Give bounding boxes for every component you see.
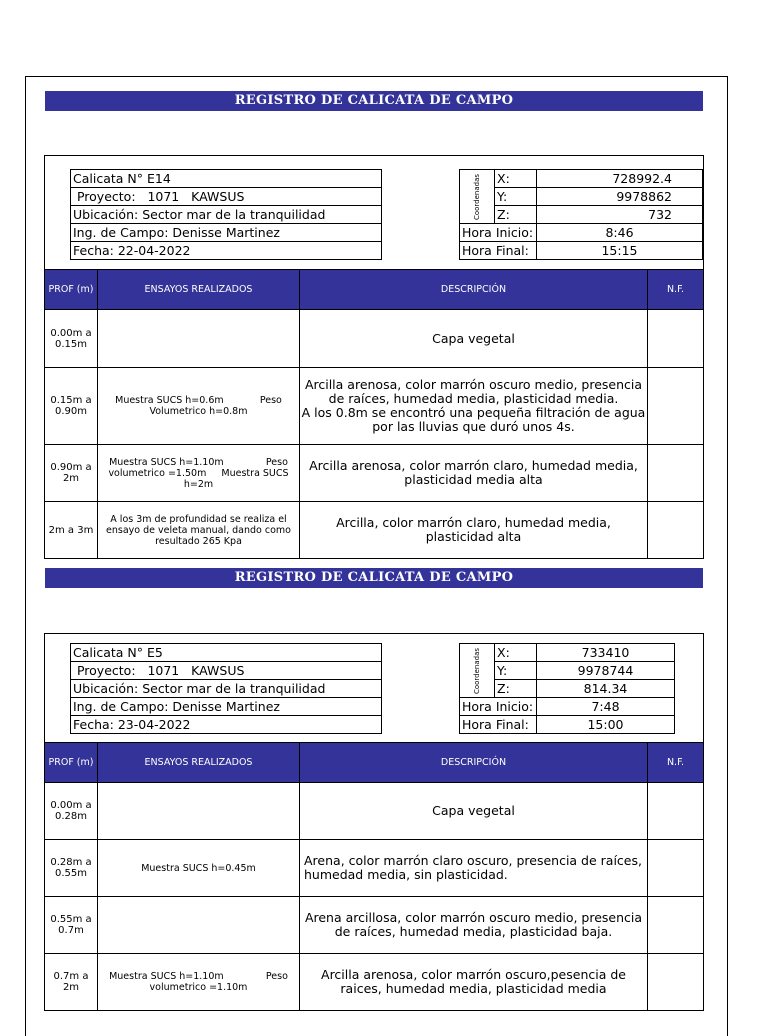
project-info-table bbox=[70, 169, 382, 260]
z-label: Z: bbox=[495, 206, 537, 224]
start-time-value: 7:48 bbox=[537, 698, 675, 716]
water-table-cell bbox=[648, 783, 704, 840]
description-cell: Arcilla arenosa, color marrón oscuro,pesencia de raices, humedad media, plasticidad media bbox=[300, 954, 648, 1011]
tests-cell bbox=[98, 783, 300, 840]
field-engineer: Ing. de Campo: Denisse Martinez bbox=[71, 698, 382, 716]
calicata-number: Calicata N° E5 bbox=[71, 644, 382, 662]
y-label: Y: bbox=[495, 188, 537, 206]
water-table-cell bbox=[648, 502, 704, 559]
x-label: X: bbox=[495, 170, 537, 188]
x-label: X: bbox=[495, 644, 537, 662]
z-value: 732 bbox=[537, 206, 703, 224]
soil-log-table bbox=[44, 269, 758, 559]
date: Fecha: 23-04-2022 bbox=[71, 716, 382, 734]
end-time-label: Hora Final: bbox=[460, 716, 537, 734]
field-engineer: Ing. de Campo: Denisse Martinez bbox=[71, 224, 382, 242]
end-time-label: Hora Final: bbox=[460, 242, 537, 260]
water-table-cell bbox=[648, 368, 704, 445]
location: Ubicación: Sector mar de la tranquilidad bbox=[71, 680, 382, 698]
record-banner: REGISTRO DE CALICATA DE CAMPO bbox=[45, 91, 703, 111]
tests-cell: Muestra SUCS h=0.6m Peso Volumetrico h=0.8m bbox=[98, 368, 300, 445]
header-descripcion: DESCRIPCIÓN bbox=[300, 743, 648, 783]
depth-cell: 0.28m a 0.55m bbox=[45, 840, 98, 897]
x-value: 733410 bbox=[537, 644, 675, 662]
z-label: Z: bbox=[495, 680, 537, 698]
water-table-cell bbox=[648, 840, 704, 897]
coordinates-table bbox=[459, 169, 703, 260]
description-cell: Capa vegetal bbox=[300, 310, 648, 368]
date: Fecha: 22-04-2022 bbox=[71, 242, 382, 260]
depth-cell: 2m a 3m bbox=[45, 502, 98, 559]
depth-cell: 0.55m a 0.7m bbox=[45, 897, 98, 954]
y-value: 9978744 bbox=[537, 662, 675, 680]
depth-cell: 0.7m a 2m bbox=[45, 954, 98, 1011]
table-row bbox=[45, 840, 704, 897]
table-row bbox=[45, 954, 704, 1011]
description-cell: Arcilla, color marrón claro, humedad media, plasticidad alta bbox=[300, 502, 648, 559]
coordinates-vertical-label: Coordenadas bbox=[460, 170, 495, 224]
header-prof: PROF (m) bbox=[45, 743, 98, 783]
table-row bbox=[45, 897, 704, 954]
tests-cell: A los 3m de profundidad se realiza el ensayo de veleta manual, dando como resultado 265 Kpa bbox=[98, 502, 300, 559]
depth-cell: 0.00m a 0.28m bbox=[45, 783, 98, 840]
z-value: 814.34 bbox=[537, 680, 675, 698]
end-time-value: 15:00 bbox=[537, 716, 675, 734]
header-nf: N.F. bbox=[648, 270, 704, 310]
location: Ubicación: Sector mar de la tranquilidad bbox=[71, 206, 382, 224]
x-value: 728992.4 bbox=[537, 170, 703, 188]
soil-log-table bbox=[44, 742, 704, 1011]
description-cell: Arcilla arenosa, color marrón oscuro medio, presencia de raíces, humedad media, plasticidad media. A los 0.8m se encontró una pequeña filtración de agua por las lluvias que duró unos 4s. bbox=[300, 368, 648, 445]
tests-cell: Muestra SUCS h=1.10m Peso volumetrico =1.50m Muestra SUCS h=2m bbox=[98, 445, 300, 502]
description-cell: Arena arcillosa, color marrón oscuro medio, presencia de raíces, humedad media, plasticidad baja. bbox=[300, 897, 648, 954]
depth-cell: 0.00m a 0.15m bbox=[45, 310, 98, 368]
table-row bbox=[45, 310, 704, 368]
start-time-label: Hora Inicio: bbox=[460, 698, 537, 716]
tests-cell bbox=[98, 897, 300, 954]
table-row bbox=[45, 783, 704, 840]
calicata-number: Calicata N° E14 bbox=[71, 170, 382, 188]
description-cell: Arena, color marrón claro oscuro, presencia de raíces, humedad media, sin plasticidad. bbox=[300, 840, 648, 897]
depth-cell: 0.15m a 0.90m bbox=[45, 368, 98, 445]
tests-cell: Muestra SUCS h=1.10m Peso volumetrico =1.10m bbox=[98, 954, 300, 1011]
start-time-value: 8:46 bbox=[537, 224, 703, 242]
description-cell: Capa vegetal bbox=[300, 783, 648, 840]
header-nf: N.F. bbox=[648, 743, 704, 783]
water-table-cell bbox=[648, 897, 704, 954]
project-name: Proyecto: 1071 KAWSUS bbox=[71, 188, 382, 206]
record-banner: REGISTRO DE CALICATA DE CAMPO bbox=[45, 568, 703, 588]
header-ensayos: ENSAYOS REALIZADOS bbox=[98, 743, 300, 783]
table-row bbox=[45, 445, 704, 502]
header-prof: PROF (m) bbox=[45, 270, 98, 310]
project-info-table bbox=[70, 643, 382, 734]
coordinates-vertical-label: Coordenadas bbox=[460, 644, 495, 698]
depth-cell: 0.90m a 2m bbox=[45, 445, 98, 502]
start-time-label: Hora Inicio: bbox=[460, 224, 537, 242]
tests-cell: Muestra SUCS h=0.45m bbox=[98, 840, 300, 897]
water-table-cell bbox=[648, 954, 704, 1011]
table-row bbox=[45, 368, 704, 445]
y-value: 9978862 bbox=[537, 188, 703, 206]
water-table-cell bbox=[648, 310, 704, 368]
header-descripcion: DESCRIPCIÓN bbox=[300, 270, 648, 310]
description-cell: Arcilla arenosa, color marrón claro, humedad media, plasticidad media alta bbox=[300, 445, 648, 502]
project-name: Proyecto: 1071 KAWSUS bbox=[71, 662, 382, 680]
tests-cell bbox=[98, 310, 300, 368]
coordinates-table bbox=[459, 643, 675, 734]
header-ensayos: ENSAYOS REALIZADOS bbox=[98, 270, 300, 310]
end-time-value: 15:15 bbox=[537, 242, 703, 260]
table-row bbox=[45, 502, 704, 559]
y-label: Y: bbox=[495, 662, 537, 680]
water-table-cell bbox=[648, 445, 704, 502]
